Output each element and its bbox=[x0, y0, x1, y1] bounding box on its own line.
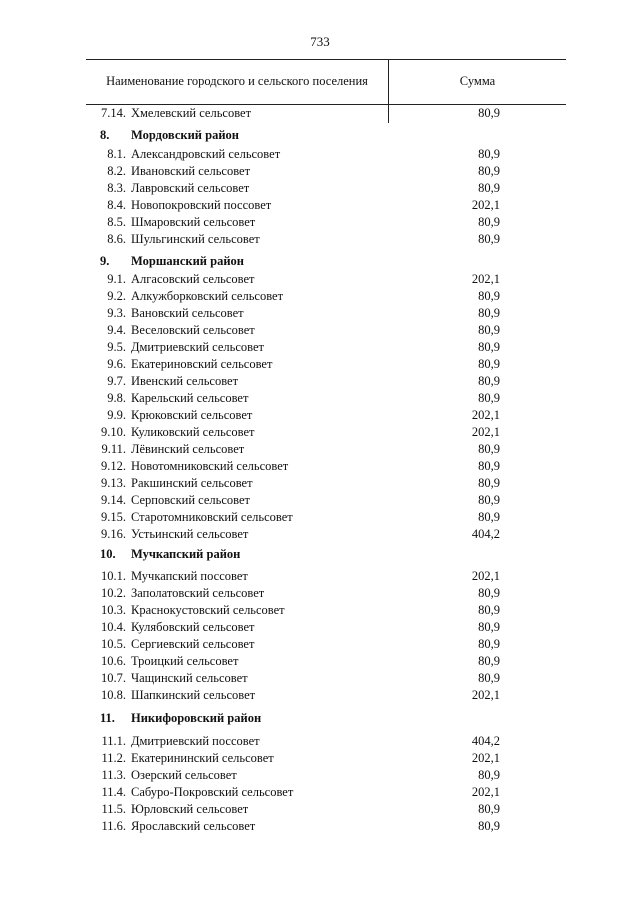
table-row bbox=[0, 688, 640, 705]
table-row bbox=[0, 620, 640, 637]
settlement-name: Веселовский сельсовет bbox=[131, 323, 255, 337]
row-number: 9.12. bbox=[101, 459, 126, 473]
row-number: 9.14. bbox=[101, 493, 126, 507]
table-row bbox=[0, 340, 640, 357]
settlement-name: Екатерининский сельсовет bbox=[131, 751, 274, 765]
sum-value: 80,9 bbox=[478, 768, 500, 782]
settlement-name: Ракшинский сельсовет bbox=[131, 476, 253, 490]
sum-value: 80,9 bbox=[478, 802, 500, 816]
row-number: 8.6. bbox=[107, 232, 126, 246]
table-row bbox=[0, 232, 640, 249]
settlement-name: Алгасовский сельсовет bbox=[131, 272, 255, 286]
table-row bbox=[0, 289, 640, 306]
settlement-name: Вановский сельсовет bbox=[131, 306, 244, 320]
sum-value: 80,9 bbox=[478, 181, 500, 195]
table-top-border bbox=[86, 59, 566, 60]
row-number: 9.13. bbox=[101, 476, 126, 490]
row-number: 9.9. bbox=[107, 408, 126, 422]
row-number: 9.8. bbox=[107, 391, 126, 405]
sum-value: 80,9 bbox=[478, 637, 500, 651]
sum-value: 202,1 bbox=[471, 425, 500, 439]
table-row bbox=[0, 603, 640, 620]
sum-value: 80,9 bbox=[478, 289, 500, 303]
settlement-name: Сергиевский сельсовет bbox=[131, 637, 255, 651]
sum-value: 202,1 bbox=[471, 408, 500, 422]
table-row bbox=[0, 654, 640, 671]
sum-value: 80,9 bbox=[478, 147, 500, 161]
table-row bbox=[0, 181, 640, 198]
row-number: 9.2. bbox=[107, 289, 126, 303]
district-heading-row bbox=[0, 254, 640, 271]
table-row bbox=[0, 391, 640, 408]
district-heading-row bbox=[0, 128, 640, 145]
row-number: 7.14. bbox=[101, 106, 126, 120]
settlement-name: Новопокровский поссовет bbox=[131, 198, 272, 212]
district-heading-row bbox=[0, 547, 640, 564]
table-row bbox=[0, 785, 640, 802]
row-number: 8.4. bbox=[107, 198, 126, 212]
district-name: Никифоровский район bbox=[131, 711, 262, 725]
row-number: 10.1. bbox=[101, 569, 126, 583]
row-number: 11.5. bbox=[101, 802, 126, 816]
sum-value: 202,1 bbox=[471, 198, 500, 212]
settlement-name: Заполатовский сельсовет bbox=[131, 586, 265, 600]
settlement-name: Алкужборковский сельсовет bbox=[131, 289, 284, 303]
settlement-name: Серповский сельсовет bbox=[131, 493, 251, 507]
table-row bbox=[0, 106, 640, 123]
settlement-name: Ивенский сельсовет bbox=[131, 374, 239, 388]
sum-value: 80,9 bbox=[478, 510, 500, 524]
row-number: 10.7. bbox=[101, 671, 126, 685]
table-row bbox=[0, 408, 640, 425]
settlement-name: Лавровский сельсовет bbox=[131, 181, 250, 195]
settlement-name: Екатериновский сельсовет bbox=[131, 357, 273, 371]
row-number: 10.2. bbox=[101, 586, 126, 600]
row-number: 9.11. bbox=[101, 442, 126, 456]
row-number: 11.2. bbox=[101, 751, 126, 765]
sum-value: 80,9 bbox=[478, 493, 500, 507]
row-number: 9.16. bbox=[101, 527, 126, 541]
sum-value: 80,9 bbox=[478, 391, 500, 405]
row-number: 10. bbox=[100, 547, 116, 561]
sum-value: 202,1 bbox=[471, 688, 500, 702]
row-number: 9.10. bbox=[101, 425, 126, 439]
sum-value: 202,1 bbox=[471, 785, 500, 799]
sum-value: 80,9 bbox=[478, 654, 500, 668]
page-number: 733 bbox=[310, 34, 330, 49]
table-row bbox=[0, 751, 640, 768]
settlement-name: Устьинский сельсовет bbox=[131, 527, 249, 541]
table-row bbox=[0, 442, 640, 459]
sum-value: 80,9 bbox=[478, 215, 500, 229]
sum-value: 202,1 bbox=[471, 569, 500, 583]
settlement-name: Куликовский сельсовет bbox=[131, 425, 255, 439]
settlement-name: Ивановский сельсовет bbox=[131, 164, 251, 178]
table-row bbox=[0, 510, 640, 527]
sum-value: 80,9 bbox=[478, 603, 500, 617]
sum-value: 80,9 bbox=[478, 620, 500, 634]
table-row bbox=[0, 425, 640, 442]
table-row bbox=[0, 459, 640, 476]
table-row bbox=[0, 198, 640, 215]
settlement-name: Новотомниковский сельсовет bbox=[131, 459, 289, 473]
sum-value: 80,9 bbox=[478, 106, 500, 120]
sum-value: 80,9 bbox=[478, 164, 500, 178]
row-number: 9.4. bbox=[107, 323, 126, 337]
row-number: 9.15. bbox=[101, 510, 126, 524]
table-row bbox=[0, 374, 640, 391]
settlement-name: Хмелевский сельсовет bbox=[131, 106, 252, 120]
table-row bbox=[0, 569, 640, 586]
settlement-name: Озерский сельсовет bbox=[131, 768, 237, 782]
sum-value: 80,9 bbox=[478, 819, 500, 833]
settlement-name: Крюковский сельсовет bbox=[131, 408, 253, 422]
row-number: 10.8. bbox=[101, 688, 126, 702]
table-row bbox=[0, 819, 640, 836]
table-row bbox=[0, 527, 640, 544]
settlement-name: Старотомниковский сельсовет bbox=[131, 510, 293, 524]
row-number: 9.5. bbox=[107, 340, 126, 354]
row-number: 11.3. bbox=[101, 768, 126, 782]
row-number: 9.6. bbox=[107, 357, 126, 371]
table-row bbox=[0, 637, 640, 654]
sum-value: 202,1 bbox=[471, 272, 500, 286]
row-number: 11.6. bbox=[101, 819, 126, 833]
sum-value: 404,2 bbox=[471, 734, 500, 748]
table-row bbox=[0, 357, 640, 374]
sum-value: 80,9 bbox=[478, 323, 500, 337]
row-number: 10.4. bbox=[101, 620, 126, 634]
table-row bbox=[0, 147, 640, 164]
sum-value: 80,9 bbox=[478, 586, 500, 600]
sum-value: 80,9 bbox=[478, 671, 500, 685]
row-number: 11. bbox=[100, 711, 115, 725]
row-number: 11.1. bbox=[101, 734, 126, 748]
settlement-name: Шмаровский сельсовет bbox=[131, 215, 256, 229]
sum-value: 80,9 bbox=[478, 374, 500, 388]
settlement-name: Шульгинский сельсовет bbox=[131, 232, 260, 246]
table-row bbox=[0, 164, 640, 181]
row-number: 9. bbox=[100, 254, 110, 268]
table-row bbox=[0, 306, 640, 323]
settlement-name: Ярославский сельсовет bbox=[131, 819, 256, 833]
table-row bbox=[0, 215, 640, 232]
district-name: Мордовский район bbox=[131, 128, 239, 142]
row-number: 10.6. bbox=[101, 654, 126, 668]
row-number: 11.4. bbox=[101, 785, 126, 799]
sum-value: 80,9 bbox=[478, 232, 500, 246]
sum-value: 80,9 bbox=[478, 476, 500, 490]
settlement-name: Шапкинский сельсовет bbox=[131, 688, 256, 702]
sum-value: 80,9 bbox=[478, 306, 500, 320]
table-row bbox=[0, 272, 640, 289]
district-name: Мучкапский район bbox=[131, 547, 241, 561]
district-heading-row bbox=[0, 711, 640, 728]
settlement-name: Краснокустовский сельсовет bbox=[131, 603, 285, 617]
header-bottom-border bbox=[86, 104, 566, 105]
sum-value: 80,9 bbox=[478, 357, 500, 371]
table-row bbox=[0, 586, 640, 603]
row-number: 8.5. bbox=[107, 215, 126, 229]
header-name-column: Наименование городского и сельского поселения bbox=[106, 74, 368, 88]
table-row bbox=[0, 476, 640, 493]
settlement-name: Дмитриевский сельсовет bbox=[131, 340, 265, 354]
table-row bbox=[0, 734, 640, 751]
header-sum-column: Сумма bbox=[459, 74, 496, 88]
row-number: 9.1. bbox=[107, 272, 126, 286]
table-row bbox=[0, 768, 640, 785]
sum-value: 80,9 bbox=[478, 442, 500, 456]
sum-value: 202,1 bbox=[471, 751, 500, 765]
settlement-name: Карельский сельсовет bbox=[131, 391, 249, 405]
district-name: Моршанский район bbox=[131, 254, 244, 268]
settlement-name: Троицкий сельсовет bbox=[131, 654, 239, 668]
settlement-name: Юрловский сельсовет bbox=[131, 802, 249, 816]
row-number: 10.3. bbox=[101, 603, 126, 617]
row-number: 9.3. bbox=[107, 306, 126, 320]
row-number: 8. bbox=[100, 128, 110, 142]
row-number: 9.7. bbox=[107, 374, 126, 388]
settlement-name: Кулябовский сельсовет bbox=[131, 620, 255, 634]
table-row bbox=[0, 671, 640, 688]
row-number: 8.3. bbox=[107, 181, 126, 195]
settlement-name: Лёвинский сельсовет bbox=[131, 442, 245, 456]
row-number: 8.1. bbox=[107, 147, 126, 161]
settlement-name: Дмитриевский поссовет bbox=[131, 734, 260, 748]
row-number: 8.2. bbox=[107, 164, 126, 178]
table-row bbox=[0, 802, 640, 819]
row-number: 10.5. bbox=[101, 637, 126, 651]
settlement-name: Чащинский сельсовет bbox=[131, 671, 248, 685]
settlement-name: Александровский сельсовет bbox=[131, 147, 281, 161]
sum-value: 80,9 bbox=[478, 340, 500, 354]
sum-value: 404,2 bbox=[471, 527, 500, 541]
settlement-name: Мучкапский поссовет bbox=[131, 569, 248, 583]
table-row bbox=[0, 323, 640, 340]
sum-value: 80,9 bbox=[478, 459, 500, 473]
settlement-name: Сабуро-Покровский сельсовет bbox=[131, 785, 294, 799]
table-row bbox=[0, 493, 640, 510]
